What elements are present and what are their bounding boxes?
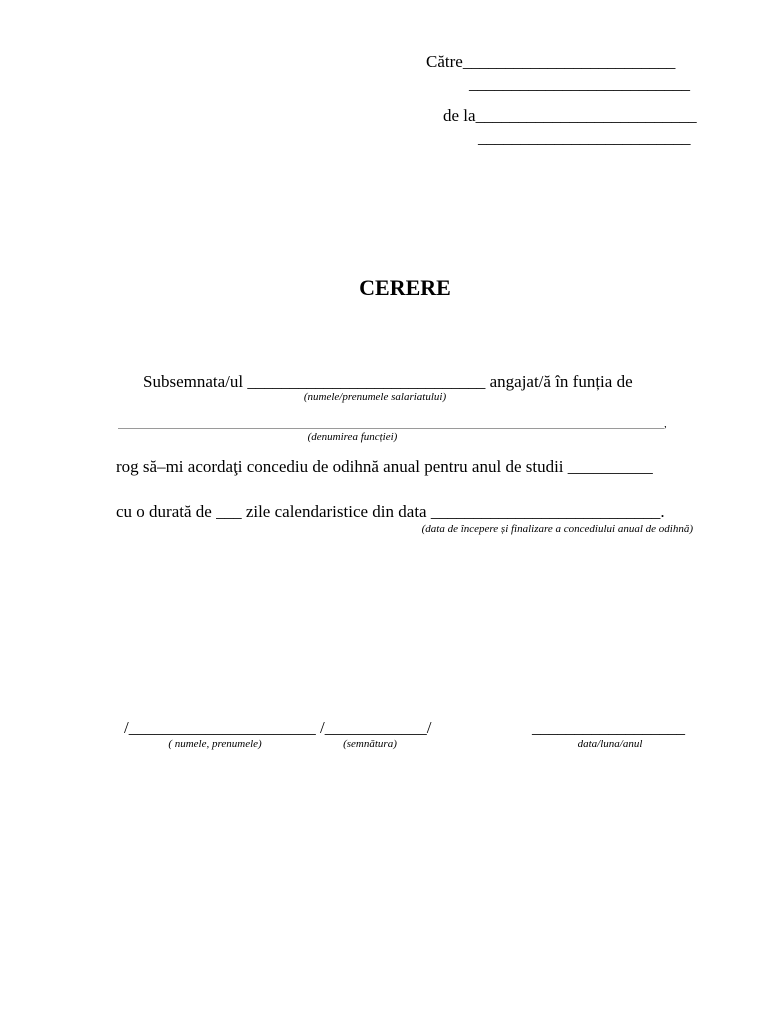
recipient-line: Către_________________________: [426, 52, 676, 71]
document-title: CERERE: [359, 275, 451, 300]
dates-caption: (data de începere și finalizare a concediului anual de odihnă): [421, 523, 693, 535]
duration-line: cu o durată de ___ zile calendaristice din data ___________________________.: [116, 502, 665, 521]
employee-name-caption: (numele/prenumele salariatului): [303, 391, 447, 403]
date-blank-line: __________________: [532, 718, 685, 737]
sender-line-continuation: _________________________: [478, 128, 691, 147]
position-blank-line: [118, 428, 664, 429]
sender-line: de la__________________________: [443, 106, 697, 125]
request-line: rog să–mi acordaţi concediu de odihnă anual pentru anul de studii __________: [116, 457, 653, 476]
recipient-line-continuation: __________________________: [469, 74, 690, 93]
signature-slashes-line: /______________________ /____________/: [124, 718, 432, 737]
position-line-comma: ,: [664, 418, 667, 430]
position-caption: (denumirea funcției): [307, 431, 398, 443]
date-caption: data/luna/anul: [577, 738, 643, 750]
signature-caption: (semnătura): [343, 738, 397, 750]
employee-name-line: Subsemnata/ul ____________________________ angajat/ă în funția de: [143, 372, 633, 391]
signature-name-caption: ( numele, prenumele): [168, 738, 262, 750]
